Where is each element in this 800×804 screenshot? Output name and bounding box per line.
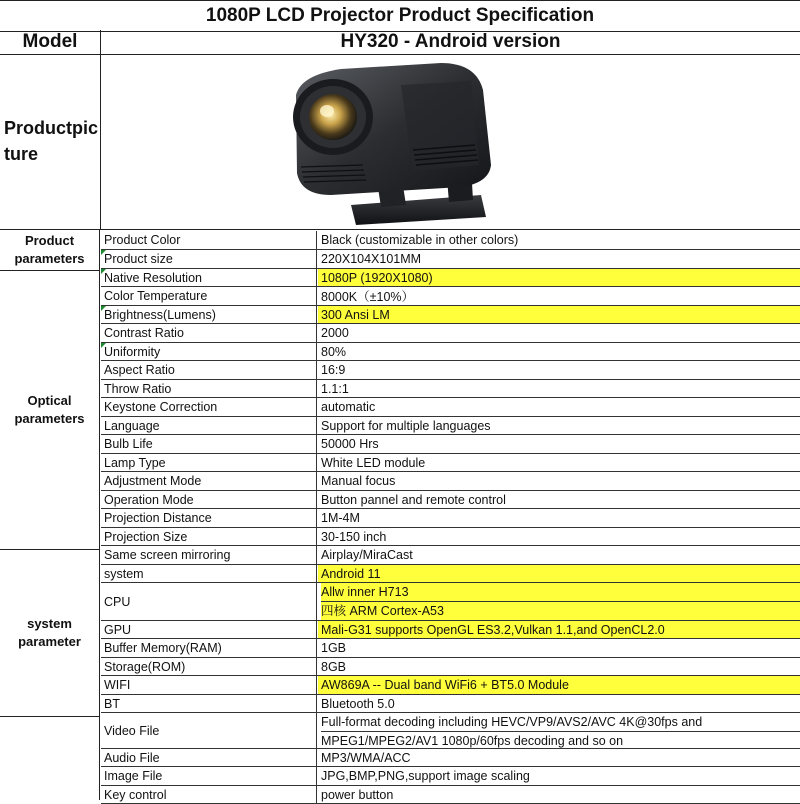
table-row (101, 491, 800, 509)
param-name-cell: Storage(ROM) (101, 658, 317, 675)
table-row (101, 546, 800, 565)
param-name-cell: Image File (101, 767, 317, 785)
param-value-cell: 300 Ansi LM (318, 306, 800, 323)
group-system-parameter: system parameter (0, 550, 100, 717)
product-picture-row (0, 55, 800, 230)
param-name-cell: Projection Distance (101, 509, 317, 527)
param-value-cell: 80% (321, 344, 347, 359)
param-name-cell: Language (101, 417, 317, 434)
table-row (101, 398, 800, 417)
param-name-cell: CPU (101, 583, 317, 620)
table-row (101, 565, 800, 583)
param-name-cell: Color Temperature (101, 287, 317, 305)
group-product-parameters: Product parameters (0, 230, 100, 271)
param-name-cell: GPU (101, 621, 317, 638)
param-value-cell (318, 713, 800, 748)
param-value-cell: White LED module (321, 455, 426, 470)
param-name-cell: Operation Mode (101, 491, 317, 508)
param-name-cell: Bulb Life (101, 435, 317, 453)
param-value-cell: 220X104X101MM (321, 252, 422, 266)
table-row (101, 343, 800, 361)
projector-photo (101, 55, 800, 229)
model-value: HY320 - Android version (340, 31, 561, 52)
param-value-cell: 1M-4M (321, 511, 360, 525)
param-value-cell: MP3/WMA/ACC (321, 750, 411, 765)
param-value-cell: automatic (321, 400, 376, 414)
table-row (101, 583, 800, 621)
param-name-cell: Aspect Ratio (101, 361, 317, 379)
sheet-title: 1080P LCD Projector Product Specification (0, 0, 800, 32)
param-name-cell: Keystone Correction (101, 398, 317, 416)
table-row (101, 676, 800, 695)
cell-note-marker (101, 250, 106, 255)
table-row (101, 695, 800, 713)
param-name-cell: Buffer Memory(RAM) (101, 639, 317, 657)
param-name-cell: Video File (101, 713, 317, 748)
param-name-cell: Brightness(Lumens) (101, 306, 317, 323)
param-name-cell: Lamp Type (101, 454, 317, 471)
model-row (0, 30, 800, 55)
param-value-cell: 1.1:1 (321, 381, 349, 396)
table-row (101, 454, 800, 472)
model-label: Model (0, 30, 101, 54)
cell-note-marker (101, 343, 106, 348)
table-row (101, 767, 800, 786)
table-row (101, 713, 800, 749)
table-row (101, 417, 800, 435)
param-value-line: Allw inner H713 (321, 583, 800, 601)
param-name-cell: Product size (101, 250, 317, 268)
param-name-cell: Native Resolution (101, 269, 317, 286)
param-value-cell: 2000 (321, 326, 349, 340)
product-picture-label-cell (0, 55, 101, 229)
param-value-line: Full-format decoding including HEVC/VP9/AVS2/AVC 4K@30fps and (321, 715, 703, 729)
param-value-cell: 30-150 inch (321, 529, 387, 544)
param-value-line: MPEG1/MPEG2/AV1 1080p/60fps decoding and so on (321, 731, 800, 750)
table-row (101, 786, 800, 804)
param-value-cell: 50000 Hrs (321, 437, 379, 451)
param-value-cell: AW869A -- Dual band WiFi6 + BT5.0 Module (318, 676, 800, 694)
table-row (101, 528, 800, 546)
table-row (101, 435, 800, 454)
param-name-cell: Adjustment Mode (101, 472, 317, 490)
table-row (101, 472, 800, 491)
table-row (101, 658, 800, 676)
group-media-blank (0, 717, 100, 800)
param-value-cell (318, 583, 800, 620)
param-name-cell: Projection Size (101, 528, 317, 545)
param-value-cell: Support for multiple languages (321, 418, 491, 433)
table-row (101, 749, 800, 767)
param-value-cell: Manual focus (321, 474, 396, 488)
param-name-cell: system (101, 565, 317, 582)
param-name-cell: Throw Ratio (101, 380, 317, 397)
param-value-cell: Android 11 (318, 565, 800, 582)
param-name-cell: Same screen mirroring (101, 546, 317, 564)
cell-note-marker (101, 306, 106, 311)
param-name-cell: WIFI (101, 676, 317, 694)
table-row (101, 324, 800, 343)
param-value-cell: JPG,BMP,PNG,support image scaling (321, 769, 530, 783)
param-value-cell: Bluetooth 5.0 (321, 696, 395, 711)
product-picture-label: Productpicture (4, 118, 99, 164)
param-value-cell: 1080P (1920X1080) (318, 269, 800, 286)
table-row (101, 380, 800, 398)
table-row (101, 361, 800, 380)
param-value-line: 四核 ARM Cortex-A53 (321, 601, 800, 620)
param-value-cell: Button pannel and remote control (321, 492, 506, 507)
param-value-cell: 1GB (321, 641, 347, 655)
table-row (101, 621, 800, 639)
cell-note-marker (101, 269, 106, 274)
param-name-cell: Audio File (101, 749, 317, 766)
table-row (101, 306, 800, 324)
table-row (101, 250, 800, 269)
table-row (101, 269, 800, 287)
param-name-cell: BT (101, 695, 317, 712)
param-name-cell: Key control (101, 786, 317, 803)
group-optical-parameters: Optical parameters (0, 271, 100, 550)
table-row (101, 231, 800, 250)
param-value-cell: Black (customizable in other colors) (321, 233, 519, 247)
table-row (101, 287, 800, 306)
param-name-cell: Contrast Ratio (101, 324, 317, 342)
param-value-cell: Mali-G31 supports OpenGL ES3.2,Vulkan 1.1,and OpenCL2.0 (318, 621, 800, 638)
param-name-cell: Uniformity (101, 343, 317, 360)
table-row (101, 509, 800, 528)
table-row (101, 639, 800, 658)
param-value-cell: power button (321, 787, 394, 802)
param-value-cell: Airplay/MiraCast (321, 548, 413, 562)
param-value-cell: 8000K（±10%） (321, 290, 415, 304)
param-value-cell: 8GB (321, 659, 347, 674)
product-picture-cell (101, 55, 800, 229)
param-name-cell: Product Color (101, 231, 317, 249)
param-value-cell: 16:9 (321, 363, 346, 377)
